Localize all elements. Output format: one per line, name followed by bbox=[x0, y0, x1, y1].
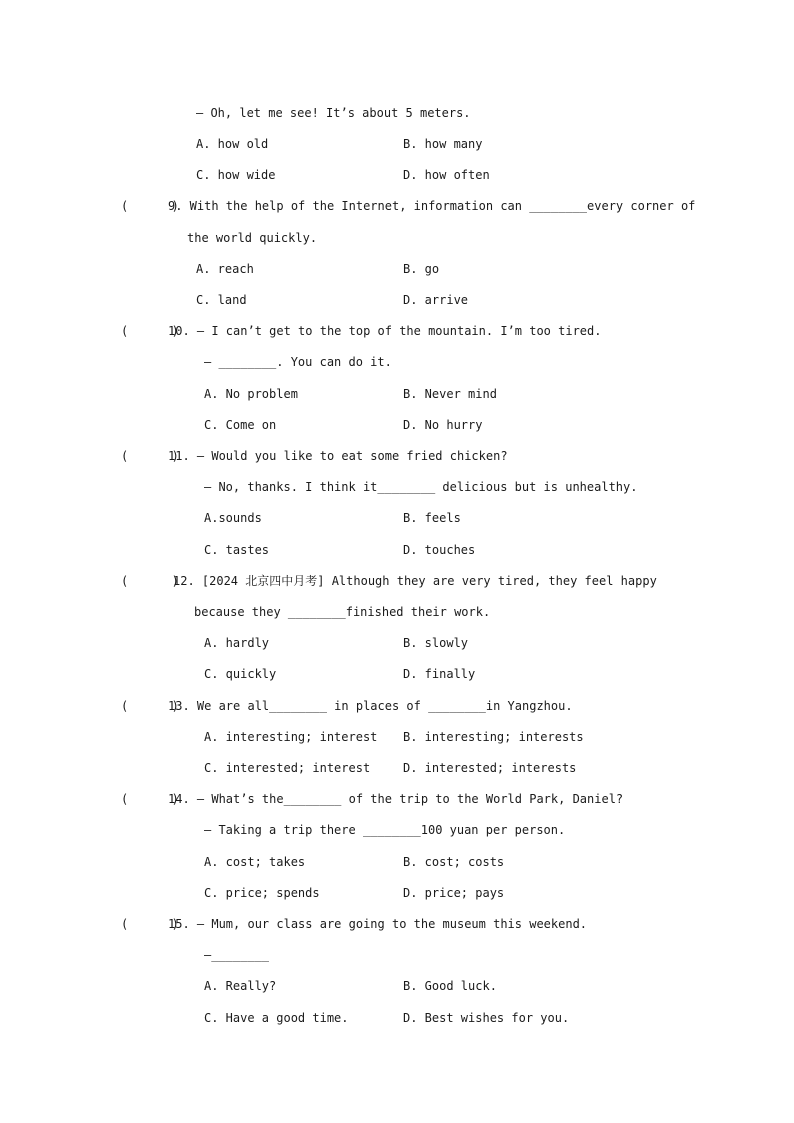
question-13-option-c: C. interested; interest bbox=[204, 761, 371, 775]
answer-bracket[interactable]: ( ) bbox=[121, 324, 179, 338]
question-13-stem: 13. We are all________ in places of ________in Yangzhou. bbox=[168, 699, 573, 713]
question-8-option-c: C. how wide bbox=[196, 168, 276, 182]
question-15-stem: 15. — Mum, our class are going to the museum this weekend. bbox=[168, 917, 588, 931]
question-10-response: — ________. You can do it. bbox=[204, 355, 392, 369]
answer-bracket[interactable]: ( ) bbox=[121, 574, 179, 588]
question-9-option-d: D. arrive bbox=[403, 293, 469, 307]
answer-bracket[interactable]: ( ) bbox=[121, 449, 179, 463]
question-9-stem: 9. With the help of the Internet, information can ________every corner of bbox=[168, 199, 696, 213]
question-12-option-b: B. slowly bbox=[403, 636, 469, 650]
question-14-option-d: D. price; pays bbox=[403, 886, 505, 900]
question-10-option-c: C. Come on bbox=[204, 418, 277, 432]
question-11-option-a: A.sounds bbox=[204, 511, 262, 525]
question-10-option-a: A. No problem bbox=[204, 387, 298, 401]
answer-bracket[interactable]: ( ) bbox=[121, 917, 179, 931]
question-11-stem: 11. — Would you like to eat some fried chicken? bbox=[168, 449, 508, 463]
question-14-option-a: A. cost; takes bbox=[204, 855, 306, 869]
question-8-option-b: B. how many bbox=[403, 137, 483, 151]
question-12-option-d: D. finally bbox=[403, 667, 476, 681]
question-15-option-c: C. Have a good time. bbox=[204, 1011, 349, 1025]
question-15-option-a: A. Really? bbox=[204, 979, 277, 993]
question-9-stem-continued: the world quickly. bbox=[187, 231, 318, 245]
question-12-stem-continued: because they ________finished their work. bbox=[194, 605, 491, 619]
question-8-option-a: A. how old bbox=[196, 137, 269, 151]
question-15-option-d: D. Best wishes for you. bbox=[403, 1011, 570, 1025]
question-15-option-b: B. Good luck. bbox=[403, 979, 497, 993]
question-10-option-b: B. Never mind bbox=[403, 387, 497, 401]
question-9-option-c: C. land bbox=[196, 293, 247, 307]
question-12-stem: 12. [2024 北京四中月考] Although they are very tired, they feel happy bbox=[173, 574, 657, 588]
question-8-option-d: D. how often bbox=[403, 168, 490, 182]
question-11-option-d: D. touches bbox=[403, 543, 476, 557]
question-15-response: —________ bbox=[204, 948, 270, 962]
question-13-option-a: A. interesting; interest bbox=[204, 730, 378, 744]
question-14-response: — Taking a trip there ________100 yuan per person. bbox=[204, 823, 566, 837]
question-10-option-d: D. No hurry bbox=[403, 418, 483, 432]
question-13-option-b: B. interesting; interests bbox=[403, 730, 584, 744]
question-9-option-a: A. reach bbox=[196, 262, 254, 276]
question-14-option-b: B. cost; costs bbox=[403, 855, 505, 869]
question-11-option-b: B. feels bbox=[403, 511, 461, 525]
question-9-option-b: B. go bbox=[403, 262, 440, 276]
answer-bracket[interactable]: ( ) bbox=[121, 199, 179, 213]
question-11-option-c: C. tastes bbox=[204, 543, 270, 557]
question-12-option-a: A. hardly bbox=[204, 636, 270, 650]
question-11-response: — No, thanks. I think it________ delicious but is unhealthy. bbox=[204, 480, 638, 494]
question-10-stem: 10. — I can’t get to the top of the mountain. I’m too tired. bbox=[168, 324, 602, 338]
question-14-option-c: C. price; spends bbox=[204, 886, 320, 900]
question-12-option-c: C. quickly bbox=[204, 667, 277, 681]
question-13-option-d: D. interested; interests bbox=[403, 761, 577, 775]
answer-bracket[interactable]: ( ) bbox=[121, 699, 179, 713]
answer-bracket[interactable]: ( ) bbox=[121, 792, 179, 806]
question-14-stem: 14. — What’s the________ of the trip to the World Park, Daniel? bbox=[168, 792, 624, 806]
question-8-answer-line: — Oh, let me see! It’s about 5 meters. bbox=[196, 106, 471, 120]
